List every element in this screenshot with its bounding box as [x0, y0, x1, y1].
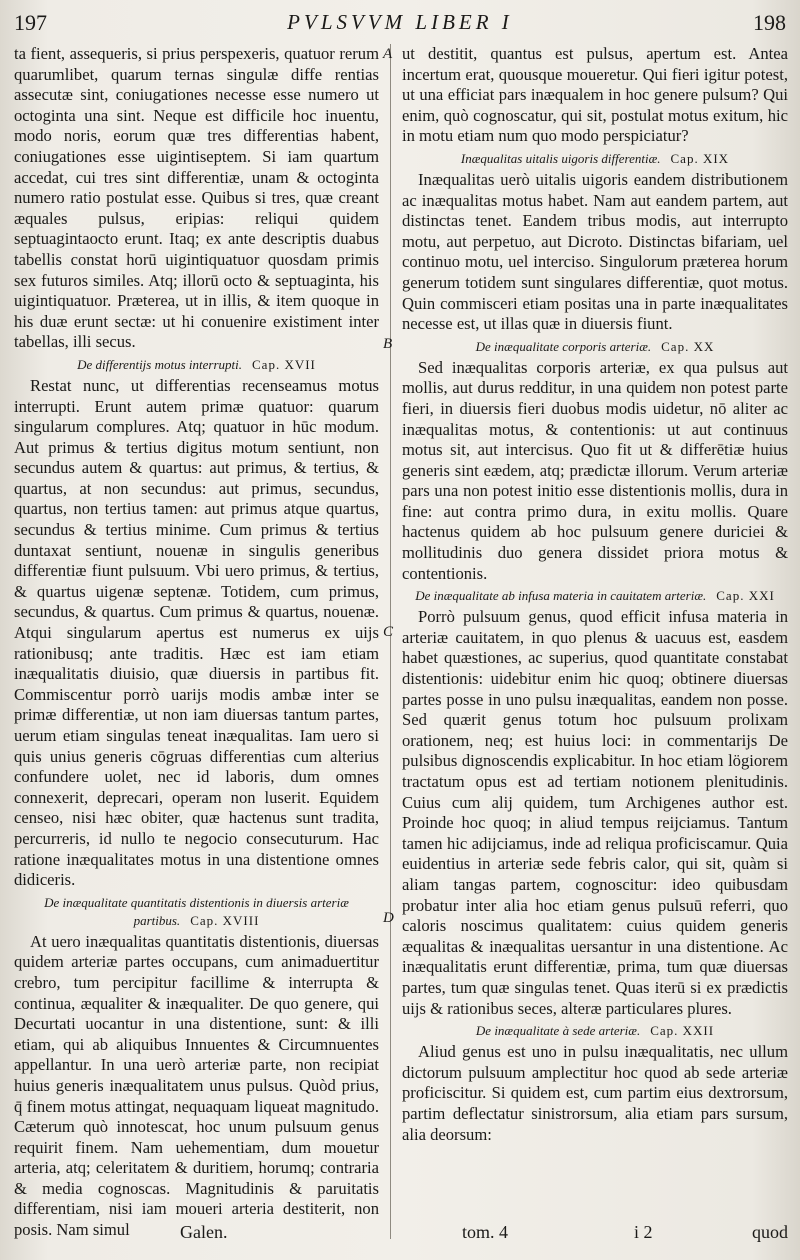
paragraph: ut destitit, quantus est pulsus, apertum est. Antea incertum erat, quousque moueretur. Qui fieri igitur potest, ut una efficiat pars inæqualem in hoc genere pulsum? Qui enim, quò cognoscatur, qui sit, postulat motus exitum, hic in motu etiam num quo modo perspiciatur? [402, 44, 788, 146]
page-number-left: 197 [14, 10, 47, 35]
chapter-heading [402, 1022, 788, 1040]
chapter-number: Cap. XXI [716, 588, 775, 604]
catchword: quod [752, 1222, 788, 1242]
signature-mark: i 2 [634, 1222, 653, 1242]
right-column [402, 44, 788, 1244]
chapter-title: De inæqualitate à sede arteriæ. [475, 1023, 641, 1039]
paragraph: Inæqualitas uerò uitalis uigoris eandem distributionem ac inæqualitas motus habet. Nam aut eandem partem, aut distinctas tenet. Eandem tribus modis, aut interrupto motu, aut perpetuo, aut Dicroto. Distinctas bifariam, uel continuo motu, uel interciso. Singulorum præterea horum generum totidem sunt singulares differentiæ, quot motus. Quin commisceri etiam positas una in parte inæqualitates necesse est, ut illas quæ in diuersis fiunt. [402, 169, 788, 334]
paragraph: Restat nunc, ut differentias recenseamus motus interrupti. Erunt autem primæ quatuor: quarum singularum complures. Atq; quatuor in hūc modum. Aut primus & tertius digitus motum sentiunt, non secundus autem & quartus: aut primus, & tertius, & quartus, at non secundus: aut primus, secundus, quartus, non tertius tamen: aut primus atque quartus, secundus & tertius minime. Cum primus & tertius duntaxat sentiunt, nouenæ in singulis generibus differentiæ fiunt pulsuum. Vbi uero primus, & tertius, & quartus uigenæ septenæ. Totidem, cum primus, secundus, & quartus. Cum primus & quartus, nouenæ. Atqui singularum apertus est numerus ex uijs rationibusq; ante traditis. Hæc est iam etiam inæqualitatis diuisio, quæ diuersis in partibus fit. Commiscentur porrò uarijs modis ambæ inter se primæ differentiæ, ut non iam diuersas tantum partes, uerum etiam singulas teneat inæqualitas. Iam uero si quis unius generis cōgruas differentias cum alterius confundere uolet, nec id laboris, dum omnes connexerit, deprecari, operam non luserit. Equidem censeo, nisi hæc obiter, quæ hactenus sunt tradita, percurreris, id nullo te negocio consecuturum. Hac ratione inæqualitates motus in una distentione omnes didiceris. [14, 375, 379, 890]
chapter-number: Cap. XXII [650, 1023, 715, 1039]
margin-marker-c: C [383, 624, 394, 640]
running-title: PVLSVVM LIBER I [287, 10, 513, 34]
chapter-heading [402, 338, 788, 356]
chapter-number: Cap. XX [661, 338, 715, 354]
chapter-title: De differentijs motus interrupti. [77, 356, 242, 372]
catchword-left: Galen. [180, 1222, 228, 1242]
margin-marker-b: B [383, 336, 393, 352]
margin-marker-d: D [383, 910, 394, 926]
chapter-title: Inæqualitas uitalis uigoris differentiæ. [460, 150, 661, 166]
paragraph: Aliud genus est uno in pulsu inæqualitatis, nec ullum dictorum pulsuum amplectitur hoc quod ab sede arteriæ proficiscitur. Si quidem est, cum partim eius dextrorsum, partim deflectatur sinistrorsum, alia etiam pars sursum, alia deorsum: [402, 1042, 788, 1144]
paragraph: Sed inæqualitas corporis arteriæ, ex qua pulsus aut mollis, aut durus redditur, in una quidem non potest parte fieri, in diuersis fieri duobus modis uidetur, nō aliter ac inæqualitas motus, & contentionis: ut aut continuus motus sit, aut intercisus. Quo fit ut & differētiæ huius generis sint eædem, atq; prædictæ illorum. Verum arteriæ pars una non potest initio esse distentionis mollis, dura in fine: aut contra primo dura, in exitu mollis. Quare hactenus quidem ab hoc pulsuum genere duriciei & mollitudinis duo genera dissidet priora motus & contentionis. [402, 357, 788, 583]
margin-marker-a: A [383, 46, 393, 62]
paragraph: Porrò pulsuum genus, quod efficit infusa materia in arteriæ cauitatem, in quo plenus & uacuus est, easdem habet quæstiones, ac superius, quod quantitate constabat distentionis: uidebitur enim hic quoq; obtinere diuersas partes posse in uno pulsu inæqualitas, eandem non posse. Sed quærit genus totum hoc pulsuum prolixam orationem, neq; est huius loci: in commentarijs De pulsibus dignoscendis explicabitur. In hoc etiam lögiorem tractatum opus est ad tertiam notionem plenitudinis. Cuius cum alij quidem, tum Archigenes author est. Proinde hoc quoq; in aliud tempus reijciamus. Tantum tamen hic adijciamus, inde ad reliqua proficiscamur. Quia euidentius in arteriæ sede febris calor, qui sit, quàm si aliam tangas partem, cognoscitur: ideo quibusdam probatur inter alia hoc etiam genus pulsuū referri, quo caloris noscimus qualitatem: cuius quidem generis æqualitas & inæqualitas uersantur in una distentione. Ac inæqualitatis erunt differentiæ, prima, tum quæ diuersas partes, tum quæ singulas tenet. Quas iterū si ex prædictis uijs & rationibus seces, alteræ particulares plures. [402, 607, 788, 1018]
paragraph: ta fient, assequeris, si prius perspexeris, quatuor rerum quarumlibet, quarum ternas singulæ diffe rentias assecutæ sint, coniugationes necesse esse numero ut octoginta una sint. Neque est difficile hoc inuentu, modo noris, eorum quæ tres differentias habent, coniugationes esse uigintiseptem. Si iam quartum accedat, cui tres sint differentiæ, unam & octoginta numero ratio postulat esse. Quibus si tres, quæ creant æquales pulsus, eripias: reliqui quidem septuagintaocto erunt. Itaq; ex ante descriptis duabus tabellis constat horū uigintiquatuor quosdam primis sex futuros similes. Atq; illorū octo & septuaginta, his uigintiquatuor. Præterea, ut in illis, & item quoque in his duæ erunt sectæ: ut hi conuenire existiment inter tabellas, illi secus. [14, 44, 379, 352]
chapter-title: De inæqualitate corporis arteriæ. [475, 338, 652, 354]
chapter-title: De inæqualitate ab infusa materia in cauitatem arteriæ. [415, 588, 707, 604]
column-divider [390, 44, 391, 1239]
volume-mark: tom. 4 [462, 1222, 509, 1242]
chapter-heading [14, 894, 379, 930]
chapter-heading [402, 587, 788, 605]
chapter-title: De inæqualitate quantitatis distentionis in diuersis arteriæ partibus. [44, 894, 349, 928]
left-column [14, 44, 379, 1244]
page-header [14, 8, 786, 38]
page-footer [402, 1222, 788, 1246]
chapter-number: Cap. XVII [252, 356, 316, 372]
chapter-number: Cap. XVIII [190, 912, 260, 928]
chapter-number: Cap. XIX [670, 150, 730, 166]
chapter-heading [402, 150, 788, 168]
paragraph: At uero inæqualitas quantitatis distentionis, diuersas quidem arteriæ partes occupans, cum animaduertitur crebro, tum percipitur facillime & interrupta & continua, æqualiter & inæqualiter. De quo genere, qui Decurtati uocantur in una distentione, sunt: & illi etiam, qui ab aliquibus Innuentes & Circumnuentes appellantur. In una uerò arteriæ parte, non recipiat huius generis inæqualitatem unus pulsus. Quòd prius, q̄ finem motus attingat, nequaquam liqueat magnitudo. Cæterum quò innotescat, hoc unum pulsuum genus requirit finem. Nam uehementiam, dum mouetur arteria, atq; celeritatem & duritiem, horumq; contraria & media cognoscas. Magnitudinis & paruitatis differentiam, nisi iam moueri arteria destiterit, non posis. Nam simul [14, 931, 379, 1240]
chapter-heading [14, 356, 379, 374]
page-number-right: 198 [753, 10, 786, 35]
